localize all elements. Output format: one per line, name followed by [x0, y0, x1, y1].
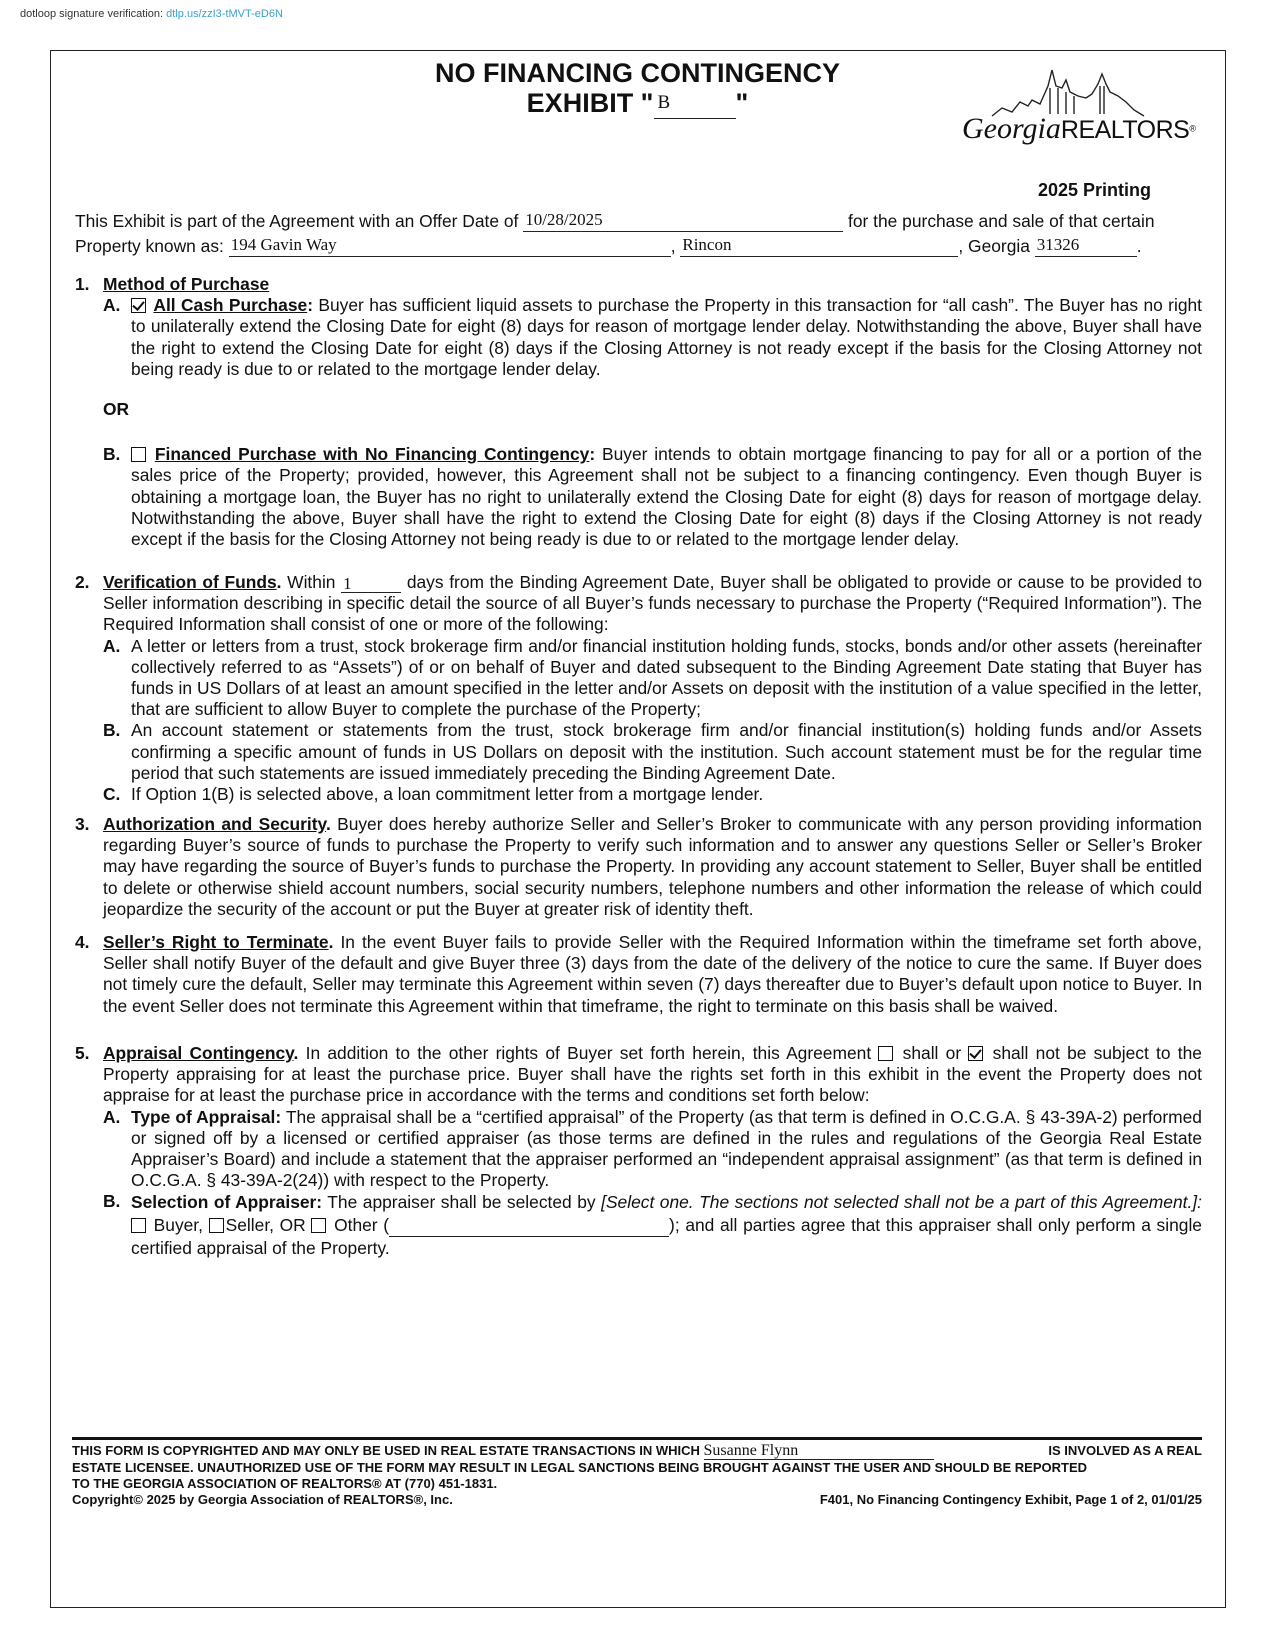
- funds-item-b: B. An account statement or statements from the trust, stock brokerage firm and/or financial institution(s) holding funds and/or Assets confirming a specific amount of funds in US Dollars on deposit with the institution. Such account statement must be for the regular time period that such statements are issued immediately preceding the Binding Agreement Date.: [103, 720, 1202, 783]
- financed-checkbox[interactable]: [131, 447, 146, 462]
- verification-link[interactable]: dtlp.us/zzI3-tMVT-eD6N: [166, 8, 283, 20]
- option-text: Buyer intends to obtain mortgage financing to pay for all or a portion of the sales price of the Property; provided, however, this Agreement shall not be subject to a financing contingency. Even though Buyer is obtaining a mortgage loan, the Buyer has no right to unilaterally extend the Closing Date for eight (8) days for reason of mortgage delay. Notwithstanding the above, Buyer shall have the right to extend the Closing Date for eight (8) days if the Closing Attorney is not ready except if the basis for the Closing Attorney not being ready is due to or related to the mortgage lender delay.: [131, 444, 1202, 550]
- property-label: Property known as:: [75, 236, 224, 256]
- option-all-cash: A. All Cash Purchase: Buyer has sufficient liquid assets to purchase the Property in this transaction for “all cash”. The Buyer has no right to unilaterally extend the Closing Date for eight (8) days for reason of mortgage lender delay. Notwithstanding the above, Buyer shall have the right to extend the Closing Date for eight (8) days if the Closing Attorney is not ready except if the basis for the Closing Attorney not being ready is due to or related to the mortgage lender delay.: [103, 295, 1202, 379]
- option-financed: B. Financed Purchase with No Financing Contingency: Buyer intends to obtain mortgage financing to pay for all or a portion of the sales price of the Property; provided, however, this Agreement shall not be subject to a financing contingency. Even though Buyer is obtaining a mortgage loan, the Buyer has no right to unilaterally extend the Closing Date for eight (8) days for reason of mortgage delay. Notwithstanding the above, Buyer shall have the right to extend the Closing Date for eight (8) days if the Closing Attorney is not ready except if the basis for the Closing Attorney not being ready is due to or related to the mortgage lender delay.: [103, 444, 1202, 550]
- exhibit-letter-field[interactable]: B: [654, 92, 736, 119]
- offer-date-field[interactable]: 10/28/2025: [523, 210, 843, 232]
- property-zip-field[interactable]: 31326: [1035, 235, 1137, 257]
- copyright-text: Copyright© 2025 by Georgia Association of REALTORS®, Inc.: [72, 1492, 453, 1507]
- exhibit-label: EXHIBIT ": [526, 88, 654, 118]
- logo-script: Georgia: [962, 112, 1061, 145]
- licensee-field[interactable]: Susanne Flynn: [704, 1443, 934, 1460]
- section-appraisal-contingency: 5. Appraisal Contingency. In addition to the other rights of Buyer set forth herein, this Agreement shall or shall not be subject to the Property appraising for at least the purchase price. Buyer shall have the rights set forth in this exhibit in the event the Property does not appraise for at least the purchase price in accordance with the terms and conditions set forth below: A. Type of Appraisal: The appraisal shall be a “certified appraisal” of the Property (as that term is defined in O.C.G.A. § 43-39A-2) performed or signed off by a licensed or certified appraiser (as those terms are defined in the rules and regulations of the Georgia Real Estate Appraiser’s Board) and include a statement that the appraiser performed an “independent appraisal assignment” (as that term is defined in O.C.G.A. § 43-39A-2(24)) with respect to the Property. B. Selection of Appraiser: The appraiser shall be selected by [Select one. The sections not selected shall not be a part of this Agreement.]: Buyer, Seller, OR Other ( ); and all parties agree that this appraiser shall only perform a single certified appraisal of the Property.: [75, 1043, 1202, 1259]
- option-title: All Cash Purchase: [153, 295, 308, 316]
- appraiser-selection: B. Selection of Appraiser: The appraiser shall be selected by [Select one. The sections not selected shall not be a part of this Agreement.]: Buyer, Seller, OR Other ( ); and all parties agree that this appraiser shall only perform a single certified appraisal of the Property.: [103, 1191, 1202, 1259]
- appraiser-seller-checkbox[interactable]: [209, 1218, 224, 1233]
- shall-not-checkbox[interactable]: [968, 1046, 983, 1061]
- appraiser-buyer-checkbox[interactable]: [131, 1218, 146, 1233]
- property-address-field[interactable]: 194 Gavin Way: [229, 235, 671, 257]
- intro-text: This Exhibit is part of the Agreement with an Offer Date of: [75, 211, 519, 231]
- form-id: F401, No Financing Contingency Exhibit, Page 1 of 2, 01/01/25: [819, 1492, 1202, 1507]
- intro-line-1: [75, 210, 1155, 232]
- property-city-field[interactable]: Rincon: [680, 235, 958, 257]
- section-method-of-purchase: [75, 274, 1202, 550]
- section-title: Appraisal Contingency: [103, 1043, 294, 1063]
- section-number: 4.: [75, 932, 90, 952]
- option-text: Buyer has sufficient liquid assets to purchase the Property in this transaction for “all cash”. The Buyer has no right to unilaterally extend the Closing Date for eight (8) days for reason of mortgage lender delay. Notwithstanding the above, Buyer shall have the right to extend the Closing Date for eight (8) days if the Closing Attorney is not ready except if the basis for the Closing Attorney not being ready is due to or related to the mortgage lender delay.: [131, 295, 1202, 379]
- intro-line-2: Property known as: 194 Gavin Way , Rincon , Georgia 31326 .: [75, 235, 1142, 256]
- section-number: 5.: [75, 1043, 90, 1063]
- section-text: Buyer does hereby authorize Seller and Seller’s Broker to communicate with any person providing information regarding Buyer’s source of funds to purchase the Property to verify such information and to answer any questions Seller or Seller’s Broker may have regarding the source of Buyer’s funds to purchase the Property. In providing any account statement to Seller, Buyer shall be entitled to delete or otherwise shield account numbers, social security numbers, telephone numbers and other information the release of which could jeopardize the security of the account or put the Buyer at greater risk of identity theft.: [103, 814, 1202, 919]
- state-label: , Georgia: [958, 236, 1030, 256]
- section-authorization-security: 3. Authorization and Security. Buyer does hereby authorize Seller and Seller’s Broker to communicate with any person providing information regarding Buyer’s source of funds to purchase the Property to verify such information and to answer any questions Seller or Seller’s Broker may have regarding the source of Buyer’s funds to purchase the Property. In providing any account statement to Seller, Buyer shall be entitled to delete or otherwise shield account numbers, social security numbers, telephone numbers and other information the release of which could jeopardize the security of the account or put the Buyer at greater risk of identity theft.: [75, 814, 1202, 919]
- appraisal-type: A. Type of Appraisal: The appraisal shall be a “certified appraisal” of the Property (as that term is defined in O.C.G.A. § 43-39A-2) performed or signed off by a licensed or certified appraiser (as those terms are defined in the rules and regulations of the Georgia Real Estate Appraiser’s Board) and include a statement that the appraiser performed an “independent appraisal assignment” (as that term is defined in O.C.G.A. § 43-39A-2(24)) with respect to the Property.: [103, 1106, 1202, 1191]
- exhibit-close: ": [735, 88, 749, 118]
- appraiser-other-field[interactable]: [389, 1218, 669, 1237]
- copyright-footer: THIS FORM IS COPYRIGHTED AND MAY ONLY BE USED IN REAL ESTATE TRANSACTIONS IN WHICH Susanne Flynn IS INVOLVED AS A REAL ESTATE LICENSEE. UNAUTHORIZED USE OF THE FORM MAY RESULT IN LEGAL SANCTIONS BEING BROUGHT AGAINST THE USER AND SHOULD BE REPORTED TO THE GEORGIA ASSOCIATION OF REALTORS® AT (770) 451-1831. Copyright© 2025 by Georgia Association of REALTORS®, Inc. F401, No Financing Contingency Exhibit, Page 1 of 2, 01/01/25: [72, 1437, 1202, 1508]
- signature-verification: [20, 8, 283, 20]
- funds-item-c: C. If Option 1(B) is selected above, a loan commitment letter from a mortgage lender.: [103, 784, 764, 805]
- section-title: Authorization and Security: [103, 814, 326, 834]
- appraiser-other-checkbox[interactable]: [311, 1218, 326, 1233]
- intro-text-post: for the purchase and sale of that certain: [848, 211, 1155, 231]
- section-title: Method of Purchase: [103, 274, 270, 294]
- option-title: Financed Purchase with No Financing Contingency: [154, 444, 590, 465]
- form-title: NO FINANCING CONTINGENCY: [435, 58, 840, 88]
- section-number: 3.: [75, 814, 90, 834]
- funds-item-a: A. A letter or letters from a trust, stock brokerage firm and/or financial institution holding funds, stocks, bonds and/or other assets (hereinafter collectively referred to as “Assets”) of or on behalf of Buyer and dated subsequent to the Binding Agreement Date stating that Buyer has funds in US Dollars of at least an amount specified in the letter and/or Assets on deposit with the institution of a value specified in the letter, that are sufficient to allow Buyer to complete the purchase of the Property;: [103, 635, 1202, 720]
- verification-label: dotloop signature verification:: [20, 8, 164, 20]
- days-field[interactable]: 1: [341, 573, 401, 593]
- logo-caps: REALTORS: [1060, 116, 1190, 144]
- printing-year: 2025 Printing: [1037, 180, 1151, 200]
- or-label: OR: [103, 399, 130, 420]
- section-number: 2.: [75, 572, 90, 592]
- all-cash-checkbox[interactable]: [131, 298, 146, 313]
- section-verification-of-funds: 2. Verification of Funds. Within 1 days from the Binding Agreement Date, Buyer shall be obligated to provide or cause to be provided to Seller information describing in specific detail the source of all Buyer’s funds necessary to purchase the Property (“Required Information”). The Required Information shall consist of one or more of the following: A. A letter or letters from a trust, stock brokerage firm and/or financial institution holding funds, stocks, bonds and/or other assets (hereinafter collectively referred to as “Assets”) of or on behalf of Buyer and dated subsequent to the Binding Agreement Date stating that Buyer has funds in US Dollars of at least an amount specified in the letter and/or Assets on deposit with the institution of a value specified in the letter, that are sufficient to allow Buyer to complete the purchase of the Property; B. An account statement or statements from the trust, stock brokerage firm and/or financial institution(s) holding funds and/or Assets confirming a specific amount of funds in US Dollars on deposit with the institution. Such account statement must be for the regular time period that such statements are issued immediately preceding the Binding Agreement Date. C. If Option 1(B) is selected above, a loan commitment letter from a mortgage lender.: [75, 572, 1202, 805]
- section-text: days from the Binding Agreement Date, Buyer shall be obligated to provide or cause to be provided to Seller information describing in specific detail the source of all Buyer’s funds necessary to purchase the Property (“Required Information”). The Required Information shall consist of one or more of the following:: [103, 572, 1202, 635]
- section-text: In the event Buyer fails to provide Seller with the Required Information within the timeframe set forth above, Seller shall notify Buyer of the default and give Buyer three (3) days from the date of the delivery of the notice to cure the same. If Buyer does not timely cure the default, Seller may terminate this Agreement within seven (7) days thereafter due to Buyer’s default upon notice to Buyer. In the event Seller does not terminate this Agreement within that timeframe, the right to terminate on this basis shall be waived.: [103, 932, 1202, 1016]
- shall-checkbox[interactable]: [878, 1046, 893, 1061]
- georgia-realtors-logo: GeorgiaREALTORS®: [962, 66, 1162, 166]
- section-number: 1.: [75, 274, 90, 294]
- section-title: Seller’s Right to Terminate: [103, 932, 329, 952]
- section-sellers-right-to-terminate: 4. Seller’s Right to Terminate. In the event Buyer fails to provide Seller with the Required Information within the timeframe set forth above, Seller shall notify Buyer of the default and give Buyer three (3) days from the date of the delivery of the notice to cure the same. If Buyer does not timely cure the default, Seller may terminate this Agreement within seven (7) days thereafter due to Buyer’s default upon notice to Buyer. In the event Seller does not terminate this Agreement within that timeframe, the right to terminate on this basis shall be waived.: [75, 932, 1202, 1016]
- section-title: Verification of Funds: [103, 572, 277, 592]
